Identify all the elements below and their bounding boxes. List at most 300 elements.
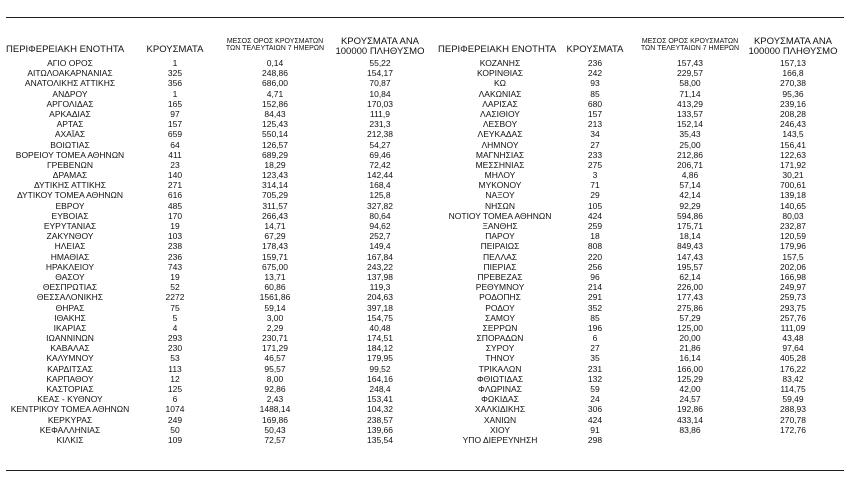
avg7-cell: 266,43 [262,210,288,221]
region-cell: ΚΩ [493,78,507,89]
region-cell: ΑΡΤΑΣ [56,119,84,130]
region-cell: ΝΟΤΙΟΥ ΤΟΜΕΑ ΑΘΗΝΩΝ [448,210,552,221]
per100k-cell: 293,75 [780,302,806,313]
avg7-cell: 166,00 [677,363,703,374]
cases-cell: 50 [170,424,180,435]
avg7-cell: 125,00 [677,322,703,333]
cases-cell: 165 [167,98,183,109]
cases-cell: 64 [170,139,180,150]
top-rule [6,17,844,18]
per100k-cell: 139,18 [780,190,806,201]
cases-cell: 659 [167,129,183,140]
per100k-cell: 397,18 [367,302,393,313]
per100k-cell: 179,95 [367,353,393,364]
region-cell: ΛΑΣΙΘΙΟΥ [480,108,520,119]
region-cell: ΑΧΑΪΑΣ [54,129,86,140]
region-cell: ΔΡΑΜΑΣ [52,170,88,181]
per100k-cell: 174,51 [367,333,393,344]
avg7-cell: 92,86 [264,384,286,394]
region-cell: ΚΟΡΙΝΘΙΑΣ [476,68,524,79]
cases-cell: 1074 [165,404,185,415]
header-cases-right: ΚΡΟΥΣΜΑΤΑ [566,44,624,55]
header-region-right: ΠΕΡΙΦΕΡΕΙΑΚΗ ΕΝΟΤΗΤΑ [438,44,557,55]
per100k-cell: 97,64 [782,343,804,354]
region-cell: ΚΙΛΚΙΣ [56,434,84,445]
avg7-cell: 50,43 [264,424,286,435]
per100k-cell: 246,43 [780,119,806,130]
avg7-cell: 689,29 [262,149,288,160]
per100k-cell: 69,46 [369,149,391,160]
per100k-cell: 405,28 [780,353,806,364]
cases-cell: 18 [590,231,600,242]
region-cell: ΜΗΛΟΥ [484,170,516,181]
cases-cell: 27 [590,343,600,354]
region-cell: ΛΕΥΚΑΔΑΣ [477,129,523,140]
per100k-cell: 202,06 [780,261,806,272]
per100k-cell: 95,36 [782,88,804,99]
cases-cell: 85 [590,88,600,99]
cases-cell: 616 [167,190,183,201]
region-cell: ΒΟΡΕΙΟΥ ΤΟΜΕΑ ΑΘΗΝΩΝ [15,149,125,160]
region-cell: ΝΑΞΟΥ [485,190,515,201]
per100k-cell: 104,32 [367,404,393,415]
avg7-cell: 16,14 [679,353,701,364]
cases-cell: 236 [587,58,603,68]
per100k-cell: 120,59 [780,231,806,242]
avg7-cell: 84,43 [264,108,286,119]
region-cell: ΦΩΚΙΔΑΣ [481,394,519,405]
region-cell: ΘΑΣΟΥ [55,271,85,282]
cases-cell: 214 [587,282,603,293]
per100k-cell: 43,48 [782,333,804,344]
per100k-cell: 80,64 [369,210,391,221]
per100k-cell: 94,62 [369,221,391,231]
avg7-cell: 550,14 [262,129,288,140]
region-cell: ΛΑΚΩΝΙΑΣ [478,88,522,99]
cases-cell: 103 [167,231,183,242]
per100k-cell: 114,75 [780,384,806,394]
region-cell: ΠΕΛΛΑΣ [482,251,518,262]
per100k-cell: 176,22 [780,363,806,374]
header-region-left: ΠΕΡΙΦΕΡΕΙΑΚΗ ΕΝΟΤΗΤΑ [6,44,125,55]
cases-cell: 298 [587,434,603,445]
cases-cell: 24 [590,394,600,405]
per100k-cell: 139,66 [367,424,393,435]
bottom-rule [6,470,844,471]
region-cell: ΠΑΡΟΥ [485,231,515,242]
cases-cell: 249 [167,414,183,425]
avg7-cell: 2,43 [266,394,284,405]
region-cell: ΚΕΑΣ - ΚΥΘΝΟΥ [37,394,103,405]
avg7-cell: 413,29 [677,98,703,109]
per100k-cell: 156,41 [780,139,806,150]
avg7-cell: 8,00 [266,373,284,384]
avg7-cell: 229,57 [677,68,703,79]
region-cell: ΡΟΔΟΥ [485,302,515,313]
region-cell: ΚΕΝΤΡΙΚΟΥ ΤΟΜΕΑ ΑΘΗΝΩΝ [10,404,130,415]
per100k-cell: 172,76 [780,424,806,435]
avg7-cell: 169,86 [262,414,288,425]
cases-cell: 231 [587,363,603,374]
avg7-cell: 125,29 [677,373,703,384]
per100k-cell: 80,03 [782,210,804,221]
cases-cell: 53 [170,353,180,364]
region-cell: ΦΘΙΩΤΙΔΑΣ [476,373,524,384]
per100k-cell: 166,8 [782,68,804,79]
cases-cell: 230 [167,343,183,354]
cases-cell: 75 [170,302,180,313]
region-cell: ΧΑΛΚΙΔΙΚΗΣ [474,404,526,415]
avg7-cell: 57,14 [679,180,701,191]
avg7-cell: 0,14 [266,58,284,68]
region-cell: ΤΡΙΚΑΛΩΝ [478,363,522,374]
avg7-cell: 314,14 [262,180,288,191]
cases-cell: 85 [590,312,600,323]
per100k-cell: 167,84 [367,251,393,262]
avg7-cell: 686,00 [262,78,288,89]
region-cell: ΛΕΣΒΟΥ [482,119,518,130]
avg7-cell: 1488,14 [259,404,291,415]
region-cell: ΡΟΔΟΠΗΣ [479,292,521,303]
avg7-cell: 152,86 [262,98,288,109]
cases-cell: 157 [167,119,183,130]
region-cell: ΑΡΚΑΔΙΑΣ [49,108,91,119]
region-cell: ΒΟΙΩΤΙΑΣ [50,139,90,150]
region-cell: ΙΚΑΡΙΑΣ [53,322,87,333]
region-cell: ΘΗΡΑΣ [55,302,85,313]
header-per100k-right: ΚΡΟΥΣΜΑΤΑ ΑΝΑ 100000 ΠΛΗΘΥΣΜΟ [748,36,838,57]
region-cell: ΠΙΕΡΙΑΣ [483,261,517,272]
per100k-cell: 700,61 [780,180,806,191]
region-cell: ΛΗΜΝΟΥ [481,139,519,150]
region-cell: ΑΡΓΟΛΙΔΑΣ [46,98,94,109]
region-cell: ΘΕΣΣΑΛΟΝΙΚΗΣ [36,292,104,303]
per100k-cell: 184,12 [367,343,393,354]
region-cell: ΘΕΣΠΡΩΤΙΑΣ [42,282,98,293]
per100k-cell: 208,28 [780,108,806,119]
header-avg7-right: ΜΕΣΟΣ ΟΡΟΣ ΚΡΟΥΣΜΑΤΩΝ ΤΩΝ ΤΕΛΕΥΤΑΙΩΝ 7 ΗΜΕΡΩΝ [640,38,740,53]
avg7-cell: 226,00 [677,282,703,293]
region-cell: ΓΡΕΒΕΝΩΝ [47,159,93,170]
cases-cell: 808 [587,241,603,252]
per100k-cell: 259,73 [780,292,806,303]
avg7-cell: 3,00 [266,312,284,323]
region-cell: ΥΠΟ ΔΙΕΡΕΥΝΗΣΗ [462,434,538,445]
per100k-cell: 154,75 [367,312,393,323]
per100k-cell: 166,98 [780,271,806,282]
cases-cell: 71 [590,180,600,191]
avg7-cell: 433,14 [677,414,703,425]
region-cell: ΕΥΒΟΙΑΣ [51,210,89,221]
cases-cell: 27 [590,139,600,150]
region-cell: ΙΩΑΝΝΙΝΩΝ [46,333,94,344]
avg7-cell: 2,29 [266,322,284,333]
avg7-cell: 83,86 [679,424,701,435]
avg7-cell: 1561,86 [259,292,291,303]
region-cell: ΗΛΕΙΑΣ [54,241,86,252]
avg7-cell: 192,86 [677,404,703,415]
per100k-cell: 270,38 [780,78,806,89]
header-per100k-left: ΚΡΟΥΣΜΑΤΑ ΑΝΑ 100000 ΠΛΗΘΥΣΜΟ [335,36,425,57]
per100k-cell: 170,03 [367,98,393,109]
cases-cell: 275 [587,159,603,170]
cases-cell: 93 [590,78,600,89]
avg7-cell: 25,00 [679,139,701,150]
avg7-cell: 42,00 [679,384,701,394]
region-cell: ΜΕΣΣΗΝΙΑΣ [475,159,525,170]
avg7-cell: 42,14 [679,190,701,201]
region-cell: ΙΘΑΚΗΣ [54,312,86,323]
per100k-cell: 83,42 [782,373,804,384]
cases-cell: 4 [172,322,178,333]
avg7-cell: 92,29 [679,200,701,211]
per100k-cell: 239,16 [780,98,806,109]
avg7-cell: 675,00 [262,261,288,272]
cases-cell: 91 [590,424,600,435]
region-cell: ΧΙΟΥ [489,424,511,435]
region-cell: ΝΗΣΩΝ [484,200,516,211]
region-cell: ΚΑΣΤΟΡΙΑΣ [46,384,94,394]
region-cell: ΚΕΡΚΥΡΑΣ [47,414,93,425]
region-cell: ΕΥΡΥΤΑΝΙΑΣ [43,221,97,231]
cases-cell: 680 [587,98,603,109]
region-cell: ΑΓΙΟ ΟΡΟΣ [47,58,93,68]
avg7-cell: 24,57 [679,394,701,405]
avg7-cell: 59,14 [264,302,286,313]
region-cell: ΚΕΦΑΛΛΗΝΙΑΣ [39,424,101,435]
cases-cell: 743 [167,261,183,272]
per100k-cell: 143,5 [782,129,804,140]
cases-cell: 34 [590,129,600,140]
cases-cell: 213 [587,119,603,130]
per100k-cell: 153,41 [367,394,393,405]
avg7-cell: 212,86 [677,149,703,160]
cases-cell: 1 [172,58,178,68]
header-avg7-left: ΜΕΣΟΣ ΟΡΟΣ ΚΡΟΥΣΜΑΤΩΝ ΤΩΝ ΤΕΛΕΥΤΑΙΩΝ 7 ΗΜΕΡΩΝ [225,38,325,53]
avg7-cell: 133,57 [677,108,703,119]
per100k-cell: 243,22 [367,261,393,272]
region-cell: ΚΑΡΔΙΤΣΑΣ [47,363,93,374]
region-cell: ΚΟΖΑΝΗΣ [479,58,521,68]
per100k-cell: 238,57 [367,414,393,425]
avg7-cell: 18,14 [679,231,701,242]
per100k-cell: 231,3 [369,119,391,130]
cases-cell: 52 [170,282,180,293]
per100k-cell: 111,09 [780,322,806,333]
avg7-cell: 71,14 [679,88,701,99]
region-cell: ΚΑΒΑΛΑΣ [50,343,90,354]
avg7-cell: 13,71 [264,271,286,282]
avg7-cell: 126,57 [262,139,288,150]
avg7-cell: 195,57 [677,261,703,272]
avg7-cell: 275,86 [677,302,703,313]
per100k-cell: 135,54 [367,434,393,445]
per100k-cell: 179,96 [780,241,806,252]
avg7-cell: 230,71 [262,333,288,344]
avg7-cell: 594,86 [677,210,703,221]
region-cell: ΑΝΔΡΟΥ [52,88,88,99]
per100k-cell: 249,97 [780,282,806,293]
cases-cell: 109 [167,434,183,445]
cases-cell: 19 [170,221,180,231]
cases-cell: 113 [168,363,182,374]
avg7-cell: 123,43 [262,170,288,181]
avg7-cell: 95,57 [264,363,286,374]
avg7-cell: 4,86 [681,170,699,181]
region-cell: ΚΑΡΠΑΘΟΥ [46,373,94,384]
cases-cell: 105 [587,200,603,211]
avg7-cell: 152,14 [677,119,703,130]
per100k-cell: 122,63 [780,149,806,160]
region-cell: ΜΑΓΝΗΣΙΑΣ [475,149,525,160]
per100k-cell: 10,84 [369,88,391,99]
region-cell: ΤΗΝΟΥ [485,353,515,364]
cases-cell: 97 [170,108,180,119]
avg7-cell: 21,86 [679,343,701,354]
cases-cell: 125 [167,384,183,394]
region-cell: ΜΥΚΟΝΟΥ [478,180,522,191]
cases-cell: 157 [587,108,603,119]
avg7-cell: 147,43 [677,251,703,262]
region-cell: ΠΡΕΒΕΖΑΣ [477,271,523,282]
region-cell: ΛΑΡΙΣΑΣ [482,98,518,109]
cases-cell: 19 [170,271,180,282]
per100k-cell: 140,65 [780,200,806,211]
avg7-cell: 171,29 [262,343,288,354]
cases-cell: 238 [167,241,183,252]
per100k-cell: 168,4 [369,180,391,191]
per100k-cell: 119,3 [369,282,391,293]
cases-cell: 485 [167,200,183,211]
cases-cell: 411 [168,149,182,160]
cases-cell: 23 [170,159,180,170]
region-cell: ΣΥΡΟΥ [485,343,515,354]
cases-cell: 6 [592,333,598,344]
cases-cell: 293 [167,333,183,344]
region-cell: ΑΙΤΩΛΟΑΚΑΡΝΑΝΙΑΣ [27,68,113,79]
per100k-cell: 164,16 [367,373,393,384]
cases-cell: 306 [587,404,603,415]
per100k-cell: 125,8 [369,190,391,201]
per100k-cell: 157,5 [782,251,804,262]
avg7-cell: 206,71 [677,159,703,170]
avg7-cell: 46,57 [264,353,286,364]
cases-cell: 424 [587,414,603,425]
region-cell: ΑΝΑΤΟΛΙΚΗΣ ΑΤΤΙΚΗΣ [24,78,116,89]
per100k-cell: 142,44 [367,170,393,181]
region-cell: ΧΑΝΙΩΝ [483,414,517,425]
avg7-cell: 125,43 [262,119,288,130]
cases-cell: 356 [167,78,183,89]
region-cell: ΖΑΚΥΝΘΟΥ [46,231,94,242]
region-cell: ΣΑΜΟΥ [484,312,515,323]
per100k-cell: 270,78 [780,414,806,425]
avg7-cell: 20,00 [679,333,701,344]
region-cell: ΠΕΙΡΑΙΩΣ [480,241,520,252]
avg7-cell: 178,43 [262,241,288,252]
per100k-cell: 232,87 [780,221,806,231]
avg7-cell: 60,86 [264,282,286,293]
cases-cell: 424 [587,210,603,221]
cases-cell: 59 [590,384,600,394]
cases-cell: 5 [172,312,178,323]
avg7-cell: 175,71 [677,221,703,231]
cases-cell: 325 [167,68,183,79]
region-cell: ΞΑΝΘΗΣ [482,221,518,231]
per100k-cell: 252,7 [369,231,391,242]
avg7-cell: 705,29 [262,190,288,201]
per100k-cell: 154,17 [367,68,393,79]
avg7-cell: 159,71 [262,251,288,262]
per100k-cell: 111,9 [369,108,390,119]
cases-cell: 35 [590,353,600,364]
per100k-cell: 72,42 [369,159,391,170]
per100k-cell: 157,13 [780,58,806,68]
avg7-cell: 67,29 [264,231,286,242]
cases-cell: 291 [587,292,603,303]
header-cases-left: ΚΡΟΥΣΜΑΤΑ [146,44,204,55]
avg7-cell: 4,71 [266,88,284,99]
avg7-cell: 18,29 [264,159,286,170]
cases-cell: 271 [167,180,183,191]
region-cell: ΣΕΡΡΩΝ [482,322,518,333]
cases-cell: 2272 [165,292,185,303]
per100k-cell: 30,21 [782,170,804,181]
region-cell: ΕΒΡΟΥ [55,200,85,211]
region-cell: ΗΡΑΚΛΕΙΟΥ [45,261,95,272]
cases-cell: 3 [592,170,598,181]
per100k-cell: 257,76 [780,312,806,323]
avg7-cell: 62,14 [679,271,701,282]
cases-cell: 242 [587,68,603,79]
region-cell: ΔΥΤΙΚΟΥ ΤΟΜΕΑ ΑΘΗΝΩΝ [16,190,124,201]
cases-cell: 140 [167,170,183,181]
region-cell: ΔΥΤΙΚΗΣ ΑΤΤΙΚΗΣ [33,180,107,191]
per100k-cell: 248,4 [369,384,391,394]
per100k-cell: 70,87 [369,78,391,89]
per100k-cell: 149,4 [369,241,391,252]
cases-cell: 220 [587,251,603,262]
per100k-cell: 327,82 [367,200,393,211]
per100k-cell: 288,93 [780,404,806,415]
cases-cell: 12 [170,373,180,384]
avg7-cell: 35,43 [679,129,701,140]
per100k-cell: 59,49 [782,394,804,405]
cases-cell: 132 [587,373,603,384]
avg7-cell: 14,71 [264,221,286,231]
region-cell: ΚΑΛΥΜΝΟΥ [46,353,94,364]
cases-cell: 236 [167,251,183,262]
per100k-cell: 204,63 [367,292,393,303]
per100k-cell: 40,48 [369,322,391,333]
cases-cell: 96 [590,271,600,282]
per100k-cell: 137,98 [367,271,393,282]
cases-cell: 6 [172,394,178,405]
per100k-cell: 212,38 [367,129,393,140]
cases-cell: 196 [587,322,603,333]
avg7-cell: 72,57 [264,434,286,445]
region-cell: ΦΛΩΡΙΝΑΣ [478,384,522,394]
avg7-cell: 177,43 [677,292,703,303]
cases-cell: 233 [587,149,603,160]
cases-cell: 256 [587,261,603,272]
cases-cell: 1 [172,88,178,99]
avg7-cell: 849,43 [677,241,703,252]
per100k-cell: 171,92 [780,159,806,170]
per100k-cell: 99,52 [369,363,391,374]
region-cell: ΡΕΘΥΜΝΟΥ [475,282,525,293]
region-cell: ΗΜΑΘΙΑΣ [50,251,90,262]
